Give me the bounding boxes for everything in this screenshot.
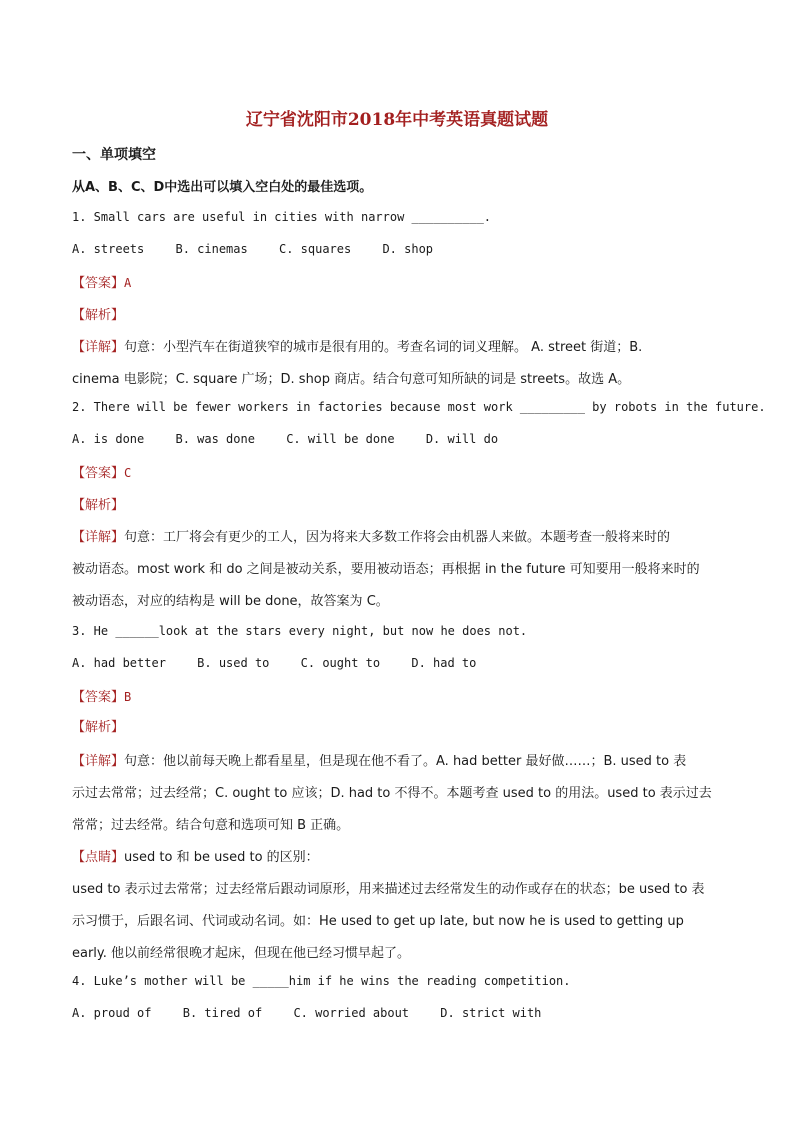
question-1-detail-line-1 xyxy=(72,336,642,355)
analysis-label: 【解析】 xyxy=(72,498,125,513)
question-2-options xyxy=(72,432,522,446)
option-d: D. had to xyxy=(411,656,477,670)
page-title: 辽宁省沈阳市2018年中考英语真题试题 xyxy=(245,110,549,130)
option-c: C. worried about xyxy=(293,1006,410,1020)
option-d: D. will do xyxy=(425,432,499,446)
question-3-detail-line-2 xyxy=(72,782,712,801)
answer-label: 【答案】 xyxy=(72,466,125,481)
option-c: C. will be done xyxy=(286,432,395,446)
option-d: D. shop xyxy=(382,242,434,256)
answer-label: 【答案】 xyxy=(72,690,125,705)
question-1-detail-line-2 xyxy=(72,368,630,387)
tip-text: used to 表示过去常常；过去经常后跟动词原形，用来描述过去经常发生的动作或存在的状态；be used to 表 xyxy=(72,882,705,897)
option-a: A. is done xyxy=(72,432,145,446)
question-1-stem: 1. Small cars are useful in cities with narrow __________. xyxy=(72,210,492,224)
answer-value: A xyxy=(124,276,132,290)
question-1-answer xyxy=(72,272,131,291)
question-3-tip-line-1 xyxy=(72,846,319,865)
detail-text: 句意：他以前每天晚上都看星星，但是现在他不看了。A. had better 最好做……；B. used to 表 xyxy=(124,754,687,769)
option-a: A. proud of xyxy=(72,1006,152,1020)
question-2-analysis-label xyxy=(72,494,124,513)
detail-text: 被动语态，对应的结构是 will be done，故答案为 C。 xyxy=(72,594,389,609)
option-b: B. tired of xyxy=(182,1006,263,1020)
option-b: B. cinemas xyxy=(175,242,248,256)
detail-text: 被动语态。most work 和 do 之间是被动关系，要用被动语态；再根据 in the future 可知要用一般将来时的 xyxy=(72,562,700,577)
question-3-tip-line-4 xyxy=(72,942,410,961)
question-2-detail-line-1 xyxy=(72,526,670,545)
question-3-detail-line-1 xyxy=(72,750,686,769)
question-3-options xyxy=(72,656,500,670)
analysis-label: 【解析】 xyxy=(72,720,125,735)
option-b: B. used to xyxy=(197,656,270,670)
tip-text: used to 和 be used to 的区别： xyxy=(124,850,319,865)
detail-label: 【详解】 xyxy=(72,754,125,769)
tip-text: early. 他以前经常很晚才起床，但现在他已经习惯早起了。 xyxy=(72,946,411,961)
detail-label: 【详解】 xyxy=(72,340,125,355)
analysis-label: 【解析】 xyxy=(72,308,125,323)
tip-text: 示习惯于，后跟名词、代词或动名词。如：He used to get up late, but now he is used to getting up xyxy=(72,914,684,929)
answer-label: 【答案】 xyxy=(72,276,125,291)
answer-value: B xyxy=(124,690,132,704)
instruction: 从A、B、C、D中选出可以填入空白处的最佳选项。 xyxy=(72,180,373,195)
question-2-detail-line-2 xyxy=(72,558,700,577)
answer-value: C xyxy=(124,466,132,480)
question-3-detail-line-3 xyxy=(72,814,349,833)
question-3-analysis-label xyxy=(72,716,124,735)
tip-label: 【点睛】 xyxy=(72,850,125,865)
detail-text: 句意：工厂将会有更少的工人，因为将来大多数工作将会由机器人来做。本题考查一般将来时的 xyxy=(124,530,671,545)
question-3-stem: 3. He ______look at the stars every night, but now he does not. xyxy=(72,624,528,638)
detail-text: 句意：小型汽车在街道狭窄的城市是很有用的。考查名词的词义理解。 A. street 街道；B. xyxy=(124,340,643,355)
question-3-answer xyxy=(72,686,131,705)
detail-text: 常常；过去经常。结合句意和选项可知 B 正确。 xyxy=(72,818,350,833)
question-2-answer xyxy=(72,462,131,481)
question-2-stem: 2. There will be fewer workers in factories because most work _________ by robots in the future. xyxy=(72,400,766,414)
option-b: B. was done xyxy=(175,432,255,446)
option-c: C. squares xyxy=(278,242,352,256)
section-heading: 一、单项填空 xyxy=(72,147,156,163)
option-d: D. strict with xyxy=(440,1006,542,1020)
question-1-options xyxy=(72,242,457,256)
question-3-tip-line-3 xyxy=(72,910,684,929)
question-3-tip-line-2 xyxy=(72,878,705,897)
option-a: A. had better xyxy=(72,656,166,670)
detail-label: 【详解】 xyxy=(72,530,125,545)
detail-text: 示过去常常；过去经常；C. ought to 应该；D. had to 不得不。本题考查 used to 的用法。used to 表示过去 xyxy=(72,786,712,801)
option-c: C. ought to xyxy=(300,656,381,670)
question-2-detail-line-3 xyxy=(72,590,389,609)
question-4-stem: 4. Luke’s mother will be _____him if he wins the reading competition. xyxy=(72,974,571,988)
option-a: A. streets xyxy=(72,242,145,256)
question-4-options xyxy=(72,1006,565,1020)
detail-text: cinema 电影院；C. square 广场；D. shop 商店。结合句意可知所缺的词是 streets。故选 A。 xyxy=(72,372,631,387)
question-1-analysis-label xyxy=(72,304,124,323)
